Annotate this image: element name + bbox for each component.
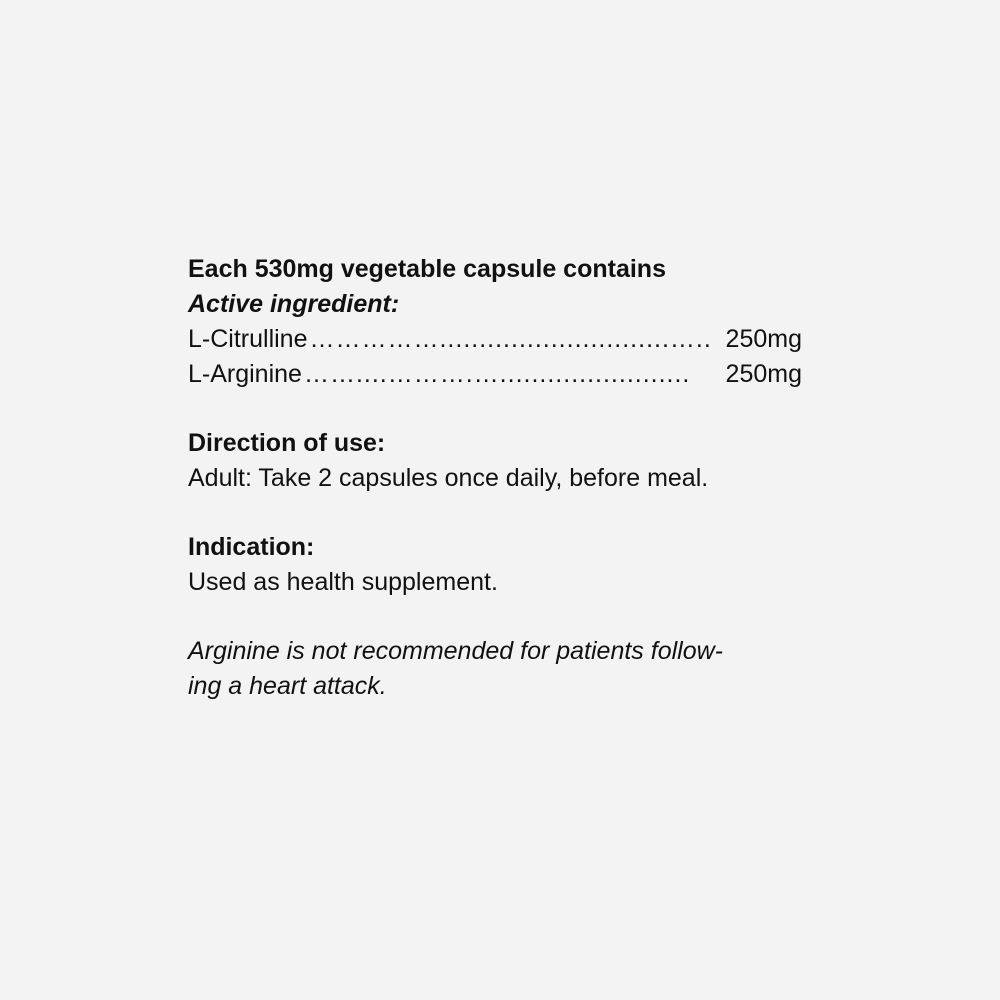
capsule-heading: Each 530mg vegetable capsule contains [188,255,666,283]
direction-title: Direction of use: [188,429,386,457]
ingredient-amount: 250mg [725,360,802,388]
ingredient-name: L-Citrulline [188,325,308,353]
supplement-label [188,252,828,704]
indication-title: Indication: [188,533,315,561]
dot-leader: …………….............................….. [309,325,712,353]
section-spacer [188,496,828,530]
section-spacer [188,600,828,634]
active-ingredient-label: Active ingredient: [188,290,400,318]
warning-line-1: Arginine is not recommended for patients follow- [188,637,723,665]
dot-leader: ……....……….…........................ [303,360,691,388]
warning-note [188,634,808,704]
indication-text: Used as health supplement. [188,568,498,596]
section-spacer [188,392,828,426]
ingredient-row-citrulline [188,322,802,357]
direction-text: Adult: Take 2 capsules once daily, before meal. [188,464,709,492]
ingredient-amount: 250mg [725,325,802,353]
ingredient-row-arginine [188,357,802,392]
ingredient-name: L-Arginine [188,360,302,388]
warning-line-2: ing a heart attack. [188,672,387,700]
